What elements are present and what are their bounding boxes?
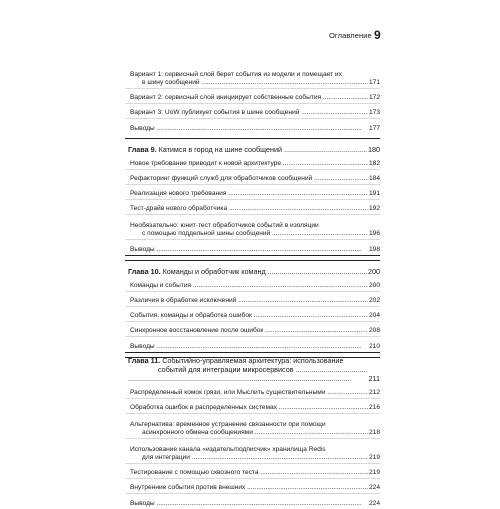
chapter-page: 211: [368, 374, 380, 383]
toc-entry-page: 224: [368, 500, 380, 507]
toc-entry-title-cont: в шину сообщений .....: [130, 79, 368, 87]
toc-entry-page: 177: [368, 125, 380, 132]
toc-entry[interactable]: [125, 240, 380, 255]
toc-entry[interactable]: [125, 277, 380, 292]
toc-entry-page: 182: [368, 160, 380, 167]
toc-entry-page: 171: [368, 79, 380, 86]
chapter-label: Глава 11.: [128, 356, 161, 365]
toc-entry[interactable]: [125, 155, 380, 170]
toc-entry-title: Тестирование с помощью сквозного теста .....: [130, 469, 368, 478]
toc-entry-title: Альтернатива: временное устранение связанности при помощи: [130, 421, 326, 428]
toc-entry-page: 196: [368, 230, 380, 237]
toc-entry-title: Синхронное восстановление после ошибок .....: [130, 327, 368, 336]
chapter-title-cont: событий для интеграции микросервисов .....: [128, 365, 368, 374]
chapter-title: Катимся в город на шине сообщений: [158, 145, 282, 154]
chapter-10: [125, 260, 380, 353]
toc-entry[interactable]: [125, 89, 380, 104]
toc-entry-page: 200: [368, 282, 380, 289]
toc-entry-title: Выводы .....: [130, 246, 368, 255]
toc-entry-title: Вариант 1: сервисный слой берет события из модели и помещает их: [130, 71, 342, 78]
toc-entry-title: Команды и события .....: [130, 282, 368, 291]
toc-entry[interactable]: [125, 439, 380, 464]
chapter-label: Глава 9.: [128, 145, 157, 154]
toc-entry[interactable]: [125, 215, 380, 240]
toc-entry[interactable]: [125, 322, 380, 337]
toc-entry-title: Различия в обработке исключений .....: [130, 297, 368, 306]
page-number: 9: [374, 28, 381, 42]
toc-entry[interactable]: [125, 119, 380, 134]
toc-entry[interactable]: [125, 399, 380, 414]
toc-entry-title-cont: асинхронного обмена сообщениями .....: [130, 429, 368, 437]
toc-entry-title: Выводы .....: [130, 500, 368, 509]
toc-entry-title: Необязательно: юнит-тест обработчиков событий в изоляции: [130, 222, 319, 229]
toc-entry-title: Вариант 2: сервисный слой инициирует собственные события .....: [130, 94, 368, 103]
toc-entry-page: 204: [368, 312, 380, 319]
toc-entry-title: Тест-драйв нового обработчика .....: [130, 205, 368, 214]
toc-entry[interactable]: [125, 414, 380, 439]
toc-entry-title-cont: для интеграции .....: [130, 454, 368, 462]
running-title: Оглавление: [329, 31, 372, 40]
toc-entry-page: 184: [368, 175, 380, 182]
toc-entry-page: 219: [368, 454, 380, 461]
toc-entry-page: 210: [368, 343, 380, 350]
toc-entry-title: Распределенный комок грязи, или Мыслить существительными .....: [130, 389, 368, 398]
toc-entry-page: 173: [368, 109, 380, 116]
toc-entry-title: Использование канала «издатель/подписчик» хранилища Redis: [130, 446, 326, 453]
toc-entry-page: 192: [368, 205, 380, 212]
page-header: [0, 29, 500, 45]
chapter-title: Событийно-управляемая архитектура: использование: [162, 356, 344, 365]
toc-entry[interactable]: [125, 185, 380, 200]
toc-entry-title: Выводы .....: [130, 343, 368, 352]
toc-entry-page: 212: [368, 389, 380, 396]
toc-entry[interactable]: [125, 384, 380, 399]
toc-entry-title: Рефакторинг функций служб для обработчиков сообщений .....: [130, 175, 368, 184]
chapter-page: 180: [368, 145, 380, 154]
toc-entry-title: Вариант 3: UoW публикует события в шине сообщений .....: [130, 109, 368, 118]
chapter-heading[interactable]: [125, 138, 380, 155]
toc-entry-title: Обработка ошибок в распределенных системах .....: [130, 404, 368, 413]
toc-entry-title: Выводы .....: [130, 125, 368, 134]
toc-entry[interactable]: [125, 64, 380, 89]
toc-entry-title-cont: с помощью поддельной шины сообщений .....: [130, 230, 368, 238]
toc-entry[interactable]: [125, 307, 380, 322]
toc-entry-page: 218: [368, 429, 380, 436]
table-of-contents: [125, 64, 380, 509]
toc-entry-page: 208: [368, 327, 380, 334]
chapter-page: 200: [368, 267, 380, 276]
toc-entry[interactable]: [125, 104, 380, 119]
chapter-11: [125, 357, 380, 509]
chapter-heading[interactable]: [125, 357, 380, 384]
chapter-label: Глава 10.: [128, 267, 161, 276]
toc-entry-page: 219: [368, 469, 380, 476]
toc-entry[interactable]: [125, 494, 380, 509]
toc-entry-page: 198: [368, 246, 380, 253]
chapter-title: Команды и обработчик команд: [162, 267, 266, 276]
toc-entry[interactable]: [125, 464, 380, 479]
toc-entry-page: 224: [368, 484, 380, 491]
toc-entry[interactable]: [125, 170, 380, 185]
toc-entry[interactable]: [125, 337, 380, 352]
chapter-9: [125, 138, 380, 256]
toc-entry-page: 191: [368, 190, 380, 197]
toc-entry[interactable]: [125, 200, 380, 215]
toc-entry[interactable]: [125, 479, 380, 494]
toc-entry[interactable]: [125, 292, 380, 307]
toc-entry-page: 172: [368, 94, 380, 101]
toc-entry-page: 216: [368, 404, 380, 411]
toc-entry-page: 202: [368, 297, 380, 304]
toc-entry-title: Реализация нового требования .....: [130, 190, 368, 199]
toc-entry-title: События, команды и обработка ошибок .....: [130, 312, 368, 321]
chapter-heading[interactable]: [125, 260, 380, 277]
toc-entry-title: Внутренние события против внешних .....: [130, 484, 368, 493]
toc-entry-title: Новое требование приводит к новой архитектуре .....: [130, 160, 368, 169]
